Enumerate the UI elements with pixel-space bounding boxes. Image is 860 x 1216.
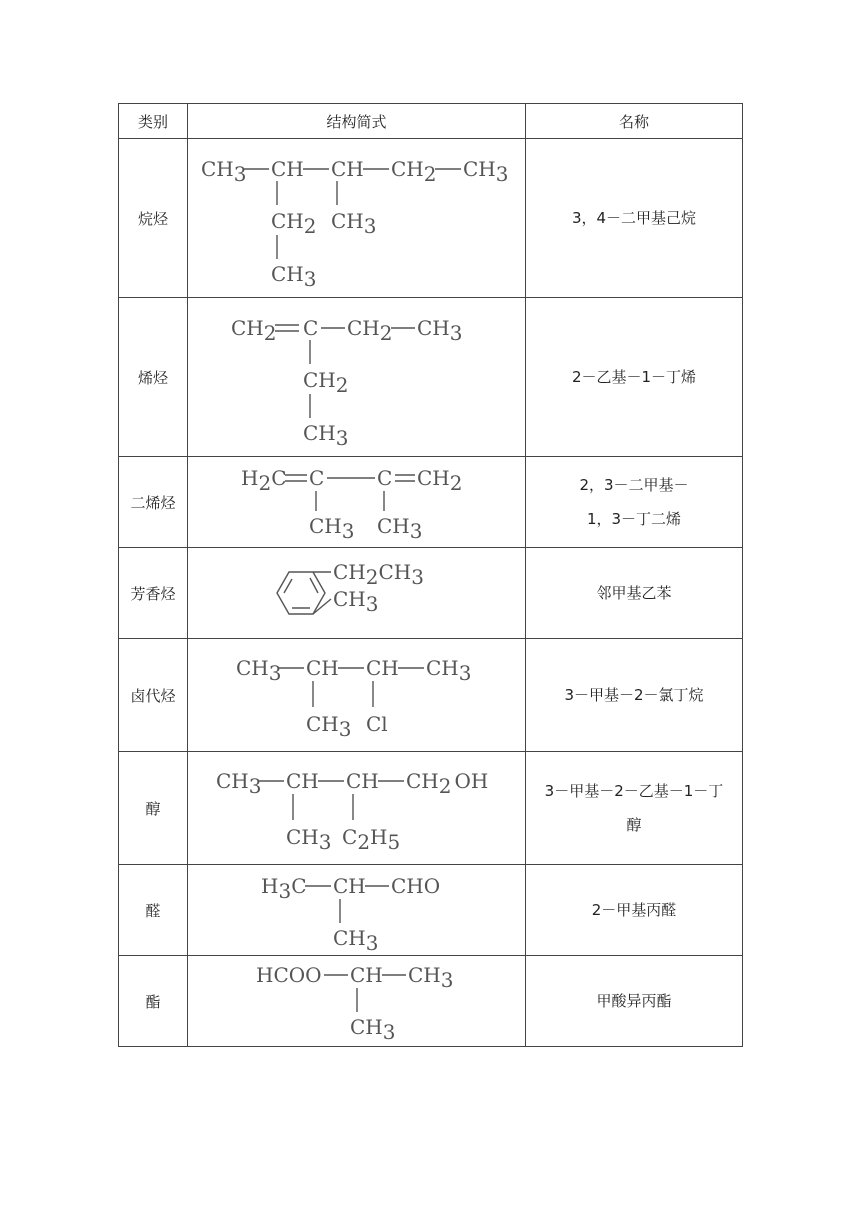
name-cell	[526, 752, 743, 865]
category-cell: 醇	[119, 752, 188, 865]
header-formula: 结构简式	[188, 104, 526, 139]
compound-name-line1: 2，3－二甲基－	[579, 476, 689, 494]
svg-text:C2H5: C2H5	[341, 825, 400, 854]
compound-name: 2－甲基丙醛	[591, 901, 677, 919]
compound-name-line2: 1，3－丁二烯	[586, 510, 682, 528]
svg-text:CH2: CH2	[230, 316, 276, 345]
structural-formula	[227, 302, 487, 452]
svg-text:CH2OH: CH2 OH	[405, 769, 488, 798]
svg-text:CH3: CH3	[285, 825, 331, 854]
svg-text:CH3: CH3	[302, 421, 348, 450]
category-cell: 酯	[119, 956, 188, 1047]
structural-formula	[237, 459, 477, 545]
name-cell	[526, 139, 743, 298]
table-row	[119, 865, 743, 956]
svg-text:CH2: CH2	[302, 368, 348, 397]
svg-text:CH3: CH3	[308, 514, 354, 543]
svg-text:H2C: H2C	[240, 466, 286, 495]
structural-formula	[252, 958, 462, 1044]
header-name: 名称	[526, 104, 743, 139]
name-cell	[526, 298, 743, 457]
svg-text:CH3: CH3	[332, 926, 378, 953]
svg-text:HCOO: HCOO	[255, 963, 322, 987]
compound-name: 3，4－二甲基己烷	[571, 209, 697, 227]
svg-text:CH2: CH2	[346, 316, 392, 345]
svg-text:C: C	[302, 316, 318, 340]
name-cell	[526, 548, 743, 639]
table-row	[119, 139, 743, 298]
svg-text:CH3: CH3	[462, 157, 508, 186]
category-cell: 卤代烃	[119, 639, 188, 752]
table-row	[119, 548, 743, 639]
compound-name-line1: 3－甲基－2－乙基－1－丁	[544, 782, 724, 800]
svg-text:CH: CH	[349, 963, 383, 987]
svg-text:CH: CH	[332, 874, 366, 898]
compound-name-line2: 醇	[626, 816, 642, 834]
svg-text:CH3: CH3	[305, 712, 351, 741]
formula-cell	[188, 548, 526, 639]
svg-text:CH2: CH2	[390, 157, 436, 186]
category-cell: 烯烃	[119, 298, 188, 457]
nomenclature-table	[118, 103, 743, 1047]
name-cell	[526, 457, 743, 548]
structural-formula	[257, 867, 457, 953]
category-cell: 芳香烃	[119, 548, 188, 639]
svg-text:CH: CH	[305, 656, 339, 680]
svg-text:CH3: CH3	[270, 262, 316, 291]
svg-text:CH: CH	[270, 157, 304, 181]
svg-text:Cl: Cl	[365, 712, 388, 736]
svg-text:CH3: CH3	[425, 656, 471, 685]
formula-cell	[188, 752, 526, 865]
structural-formula	[232, 645, 482, 745]
svg-text:CH3: CH3	[349, 1015, 395, 1044]
formula-cell	[188, 865, 526, 956]
svg-text:CH3: CH3	[416, 316, 462, 345]
formula-cell	[188, 139, 526, 298]
svg-text:CH3: CH3	[376, 514, 422, 543]
svg-text:C: C	[376, 466, 392, 490]
category-cell: 二烯烃	[119, 457, 188, 548]
table-row	[119, 752, 743, 865]
name-cell	[526, 639, 743, 752]
svg-text:CH3: CH3	[332, 587, 378, 616]
formula-cell	[188, 298, 526, 457]
category-cell: 烷烃	[119, 139, 188, 298]
table-row	[119, 639, 743, 752]
svg-text:CH3: CH3	[235, 656, 281, 685]
table-header-row	[119, 104, 743, 139]
structural-formula	[212, 758, 502, 858]
svg-text:CH: CH	[345, 769, 379, 793]
formula-cell	[188, 457, 526, 548]
table-row	[119, 298, 743, 457]
structural-formula	[197, 143, 517, 293]
svg-text:CH: CH	[330, 157, 364, 181]
svg-text:CH2CH3: CH2CH3	[332, 560, 424, 589]
compound-name: 邻甲基乙苯	[596, 584, 672, 602]
svg-text:CH3: CH3	[215, 769, 261, 798]
table-row	[119, 956, 743, 1047]
name-cell	[526, 956, 743, 1047]
structural-formula	[257, 553, 457, 633]
svg-text:CH: CH	[285, 769, 319, 793]
compound-name: 2－乙基－1－丁烯	[571, 368, 697, 386]
formula-cell	[188, 956, 526, 1047]
svg-text:CH2: CH2	[270, 209, 316, 238]
svg-text:CH3: CH3	[330, 209, 376, 238]
svg-text:CH2: CH2	[416, 466, 462, 495]
svg-text:CH: CH	[365, 656, 399, 680]
header-category: 类别	[119, 104, 188, 139]
svg-text:CH3: CH3	[407, 963, 453, 992]
compound-name: 3－甲基－2－氯丁烷	[564, 686, 704, 704]
table-row	[119, 457, 743, 548]
category-cell: 醛	[119, 865, 188, 956]
svg-text:CHO: CHO	[390, 874, 440, 898]
svg-text:C: C	[308, 466, 324, 490]
name-cell	[526, 865, 743, 956]
formula-cell	[188, 639, 526, 752]
svg-text:CH3: CH3	[200, 157, 246, 186]
svg-text:H3C: H3C	[260, 874, 306, 903]
compound-name: 甲酸异丙酯	[596, 992, 672, 1010]
